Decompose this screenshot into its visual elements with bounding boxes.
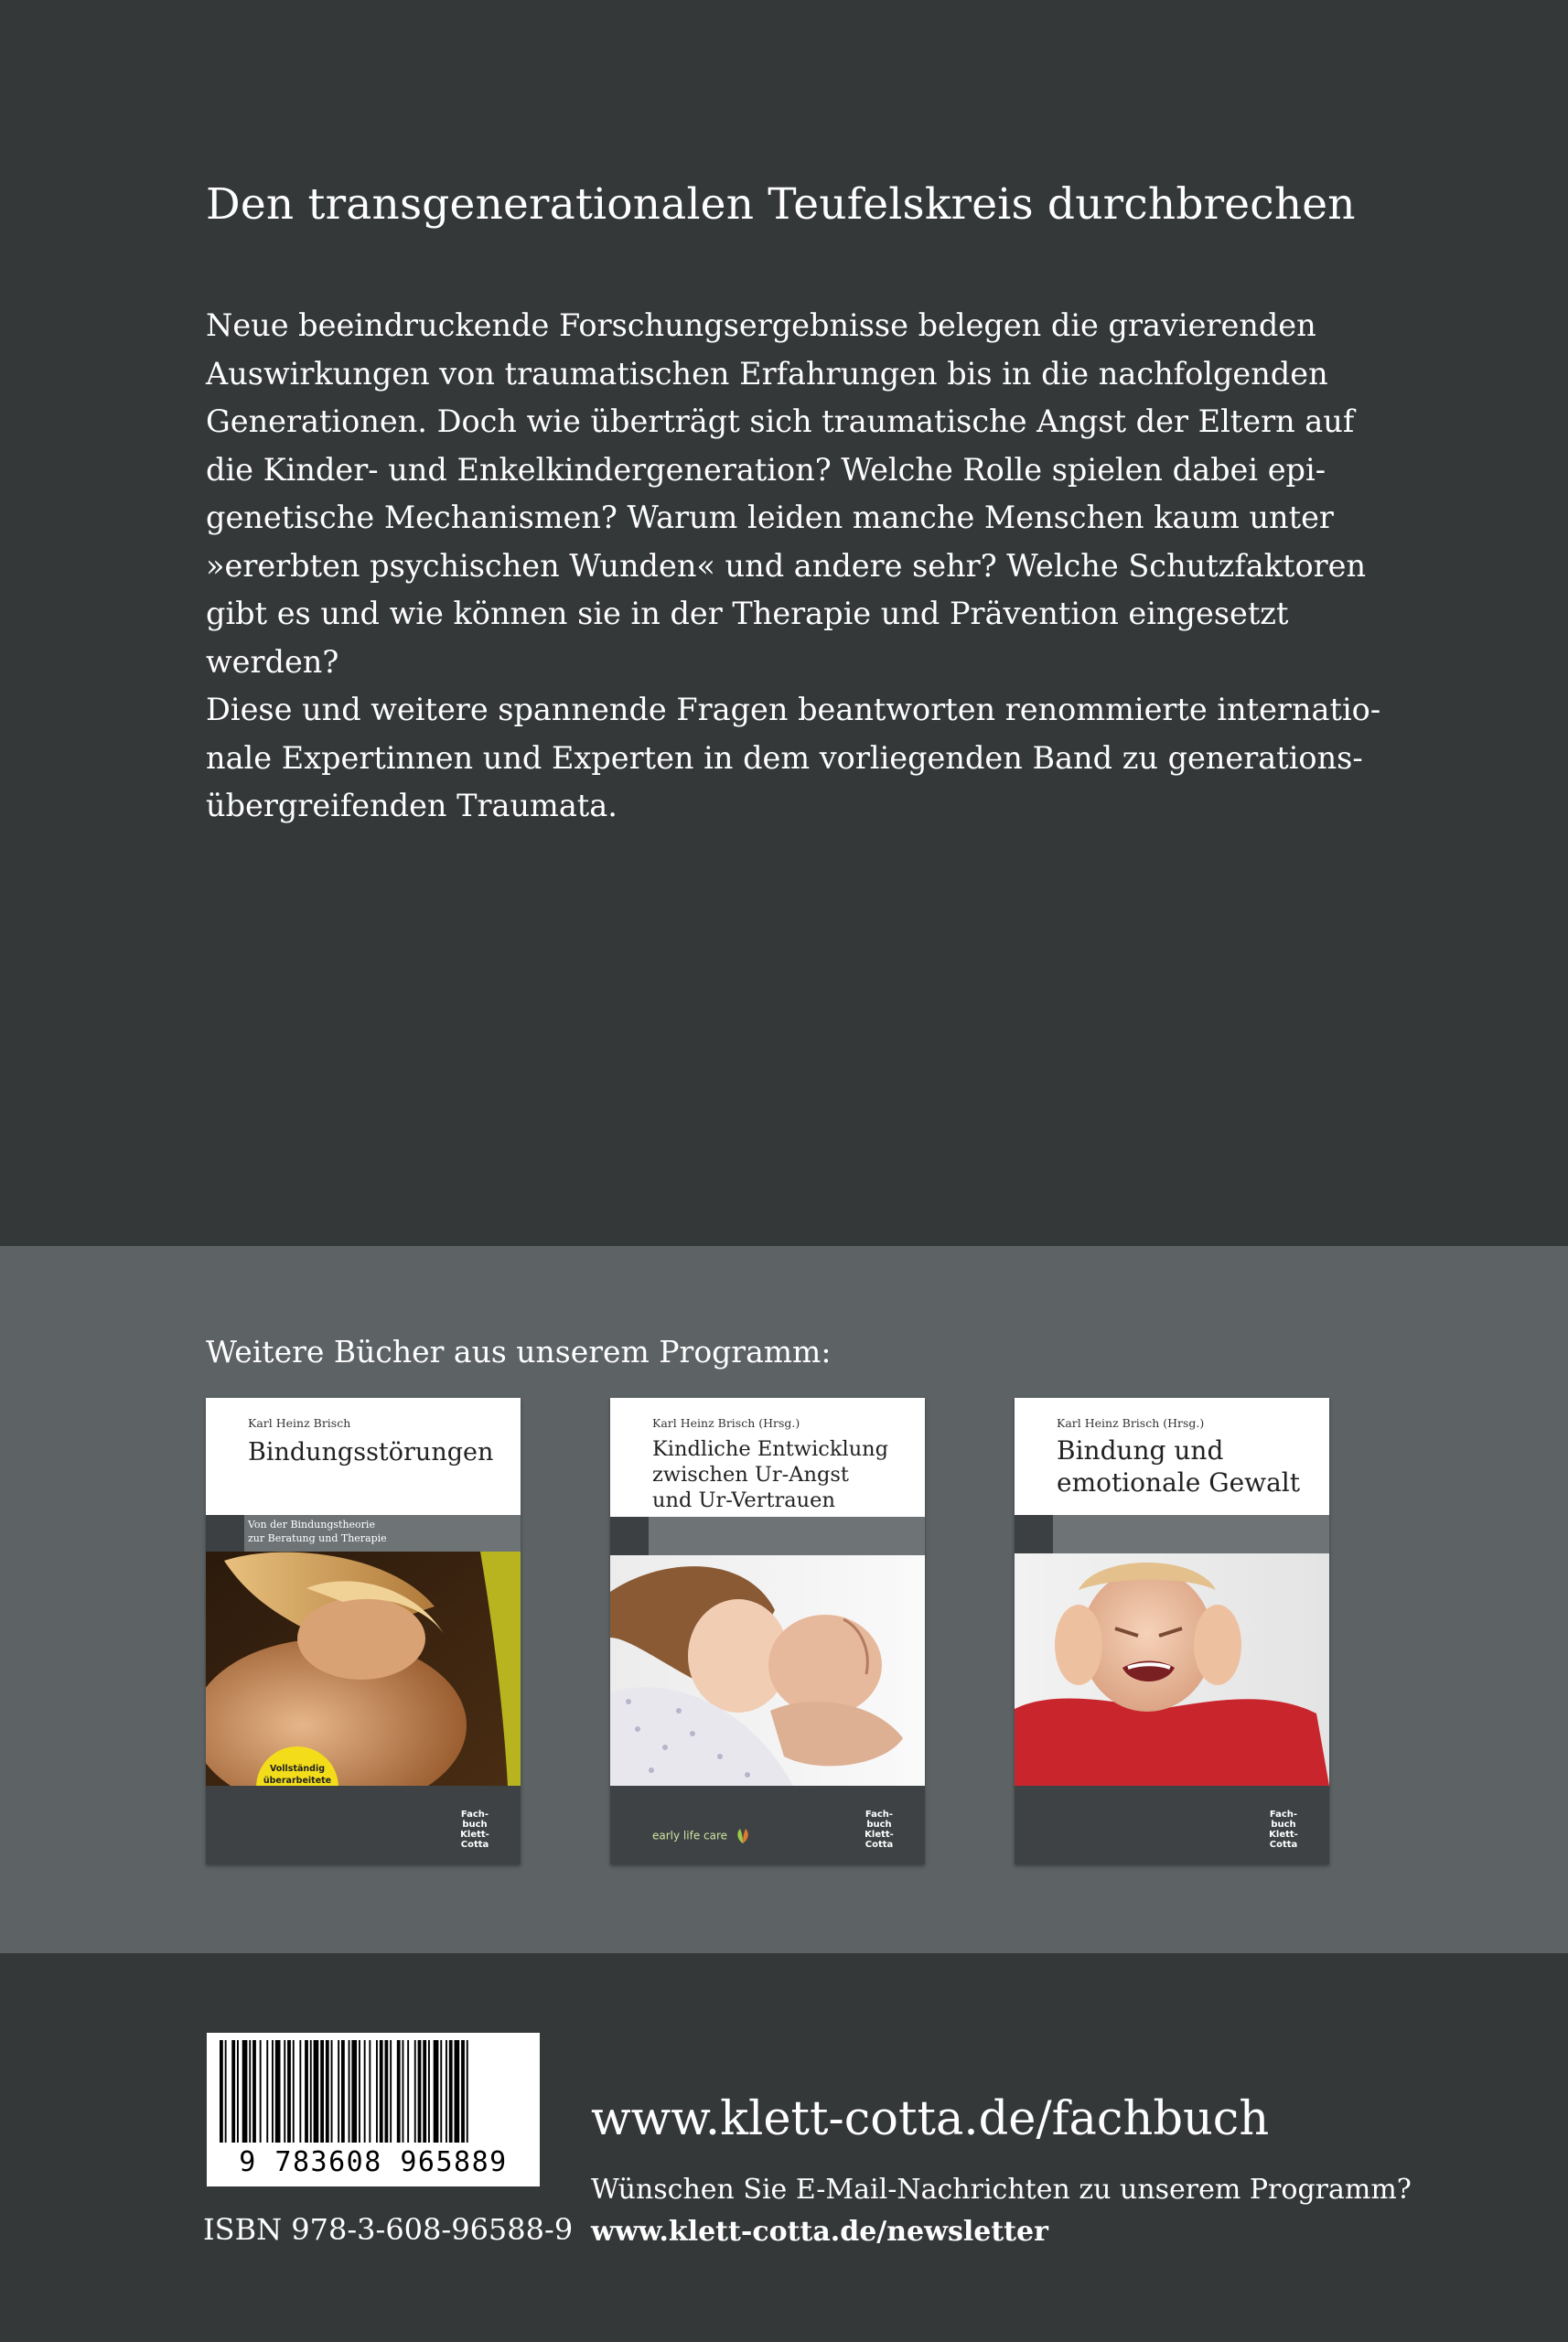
barcode-bar xyxy=(266,2040,268,2143)
book-author: Karl Heinz Brisch (Hrsg.) xyxy=(652,1416,800,1430)
barcode-bar xyxy=(225,2040,227,2143)
book-band xyxy=(610,1517,925,1555)
newsletter-link[interactable]: www.klett-cotta.de/newsletter xyxy=(591,2216,1048,2248)
book-band xyxy=(1015,1515,1329,1553)
barcode-bars xyxy=(214,2040,532,2146)
book-footer xyxy=(1015,1786,1329,1864)
barcode-bar xyxy=(407,2040,409,2143)
barcode-bar xyxy=(455,2040,460,2143)
barcode-bar xyxy=(252,2040,256,2143)
headline: Den transgenerationalen Teufelskreis durchbrechen xyxy=(206,179,1356,230)
book-title: Kindliche Entwicklung zwischen Ur-Angst und Ur-Vertrauen xyxy=(652,1437,889,1512)
barcode xyxy=(207,2033,540,2186)
blurb-line: werden? xyxy=(206,643,339,680)
barcode-bar xyxy=(385,2040,389,2143)
book-subtitle-band xyxy=(206,1515,521,1552)
svg-text:überarbeitete: überarbeitete xyxy=(263,1776,332,1786)
barcode-bar xyxy=(314,2040,319,2143)
barcode-digits: 9 783608 965889 xyxy=(239,2146,508,2178)
barcode-bar xyxy=(364,2040,366,2143)
publisher-logo: Fach- buch Klett-Cotta xyxy=(1269,1810,1298,1850)
barcode-bar xyxy=(369,2040,371,2143)
barcode-bar xyxy=(446,2040,447,2143)
website-link[interactable]: www.klett-cotta.de/fachbuch xyxy=(591,2092,1270,2146)
blurb-line: genetische Mechanismen? Warum leiden manche Menschen kaum unter xyxy=(206,500,1334,535)
blurb xyxy=(206,302,1386,831)
barcode-bar xyxy=(272,2040,274,2143)
blurb-line: Neue beeindruckende Forschungsergebnisse belegen die gravierenden xyxy=(206,307,1316,343)
barcode-bar xyxy=(380,2040,383,2143)
cover-photo-mother-baby xyxy=(610,1555,925,1786)
barcode-bar xyxy=(284,2040,285,2143)
barcode-bar xyxy=(331,2040,333,2143)
more-books-title: Weitere Bücher aus unserem Programm: xyxy=(206,1334,832,1370)
barcode-bar xyxy=(428,2040,430,2143)
barcode-bar xyxy=(423,2040,426,2143)
barcode-bar xyxy=(434,2040,439,2143)
barcode-bar xyxy=(414,2040,416,2143)
barcode-bar xyxy=(293,2040,295,2143)
book-cover-bindungsstoerungen[interactable] xyxy=(206,1398,521,1864)
barcode-bar xyxy=(461,2040,465,2143)
cover-photo-crying-child xyxy=(1015,1553,1329,1786)
barcode-bar xyxy=(351,2040,357,2143)
svg-text:Vollständig: Vollständig xyxy=(269,1764,326,1774)
barcode-bar xyxy=(326,2040,329,2143)
barcode-bar xyxy=(397,2040,401,2143)
book-author: Karl Heinz Brisch xyxy=(248,1416,351,1430)
blurb-line: nale Expertinnen und Experten in dem vorliegenden Band zu generations- xyxy=(206,739,1363,776)
early-life-care-logo: early life care xyxy=(652,1828,751,1844)
barcode-bar xyxy=(237,2040,239,2143)
barcode-bar xyxy=(440,2040,442,2143)
barcode-bar xyxy=(299,2040,301,2143)
barcode-bar xyxy=(338,2040,339,2143)
book-footer xyxy=(206,1786,521,1864)
barcode-bar xyxy=(418,2040,422,2143)
barcode-bar xyxy=(359,2040,360,2143)
blurb-line: Auswirkungen von traumatischen Erfahrungen bis in die nachfolgenden xyxy=(206,355,1328,392)
barcode-bar xyxy=(376,2040,378,2143)
book-cover-bindung-emotionale-gewalt[interactable] xyxy=(1015,1398,1329,1864)
barcode-bar xyxy=(341,2040,345,2143)
cover-photo-girl xyxy=(206,1552,521,1786)
barcode-bar xyxy=(249,2040,251,2143)
book-author: Karl Heinz Brisch (Hrsg.) xyxy=(1057,1416,1205,1430)
barcode-bar xyxy=(349,2040,350,2143)
book-title: Bindungsstörungen xyxy=(248,1438,494,1466)
blurb-line: übergreifenden Traumata. xyxy=(206,788,618,823)
barcode-bar xyxy=(231,2040,235,2143)
blurb-line: die Kinder- und Enkelkindergeneration? Welche Rolle spielen dabei epi- xyxy=(206,451,1326,488)
barcode-bar xyxy=(260,2040,262,2143)
barcode-bar xyxy=(305,2040,308,2143)
book-subtitle: Von der Bindungstheorie zur Beratung und Therapie xyxy=(248,1519,387,1544)
barcode-bar xyxy=(310,2040,312,2143)
leaf-icon xyxy=(735,1828,751,1844)
barcode-bar xyxy=(242,2040,248,2143)
barcode-bar xyxy=(275,2040,281,2143)
book-cover-kindliche-entwicklung[interactable] xyxy=(610,1398,925,1864)
newsletter-question: Wünschen Sie E-Mail-Nachrichten zu unserem Programm? xyxy=(591,2174,1412,2206)
blurb-line: gibt es und wie können sie in der Therapie und Prävention eingesetzt xyxy=(206,596,1289,631)
isbn: ISBN 978-3-608-96588-9 xyxy=(203,2212,574,2247)
barcode-bar xyxy=(467,2040,468,2143)
barcode-bar xyxy=(403,2040,404,2143)
blurb-line: »ererbten psychischen Wunden« und andere sehr? Welche Schutzfaktoren xyxy=(206,547,1367,584)
blurb-line: Diese und weitere spannende Fragen beantworten renommierte internatio- xyxy=(206,692,1381,727)
book-title: Bindung und emotionale Gewalt xyxy=(1057,1435,1300,1498)
barcode-bar xyxy=(449,2040,453,2143)
barcode-bar xyxy=(220,2040,223,2143)
barcode-bar xyxy=(390,2040,392,2143)
book-footer xyxy=(610,1786,925,1864)
publisher-logo: Fach- buch Klett-Cotta xyxy=(460,1810,489,1850)
barcode-bar xyxy=(287,2040,291,2143)
blurb-line: Generationen. Doch wie überträgt sich traumatische Angst der Eltern auf xyxy=(206,403,1355,439)
publisher-logo: Fach- buch Klett-Cotta xyxy=(865,1810,894,1850)
barcode-bar xyxy=(320,2040,324,2143)
